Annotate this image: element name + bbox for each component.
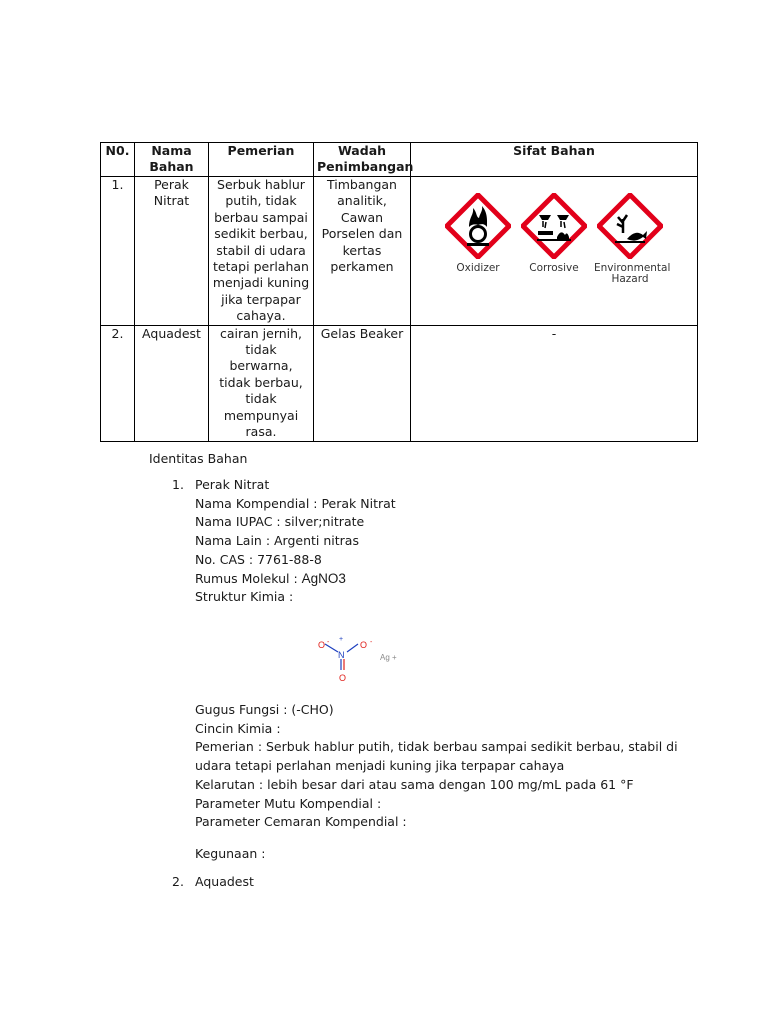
header-wadah-penimbangan: Wadah Penimbangan (314, 143, 411, 177)
nama-lain: Nama Lain : Argenti nitras (195, 533, 359, 548)
ghs-label: Environmental Hazard (594, 262, 671, 285)
parameter-mutu: Parameter Mutu Kompendial : (195, 796, 382, 811)
oxygen-atom: O (360, 640, 368, 650)
ghs-environmental-hazard (594, 193, 671, 285)
nitrogen-atom: N (338, 650, 345, 660)
rumus-molekul (195, 570, 346, 589)
cell-pemerian: Serbuk hablur putih, tidak berbau sampai sedikit berbau, stabil di udara tetapi perlahan menjadi kuning jika terpapar cahaya. (209, 177, 314, 326)
table-row (101, 177, 698, 326)
kegunaan: Kegunaan : (195, 846, 266, 861)
ghs-oxidizer-icon (445, 193, 511, 259)
item-title: Perak Nitrat (195, 477, 270, 492)
header-no: N0. (101, 143, 135, 177)
section-heading: Identitas Bahan (149, 451, 248, 466)
parameter-cemaran: Parameter Cemaran Kompendial : (195, 814, 407, 829)
cell-no: 2. (101, 325, 135, 441)
cell-sifat-bahan: - (411, 325, 698, 441)
ghs-pictograms (414, 193, 694, 285)
cell-sifat-bahan (411, 177, 698, 326)
cincin-kimia: Cincin Kimia : (195, 721, 281, 736)
charge-minus: - (327, 639, 330, 646)
cell-pemerian: cairan jernih, tidak berwarna, tidak berbau, tidak mempunyai rasa. (209, 325, 314, 441)
list-number: 1. (172, 477, 184, 492)
nama-iupac: Nama IUPAC : silver;nitrate (195, 514, 365, 529)
oxygen-atom: O (318, 640, 326, 650)
gugus-fungsi: Gugus Fungsi : (-CHO) (195, 702, 334, 717)
pemerian-line-1: Pemerian : Serbuk hablur putih, tidak berbau sampai sedikit berbau, stabil di (195, 739, 678, 754)
rumus-value: AgNO3 (301, 571, 346, 586)
ghs-label: Corrosive (529, 262, 579, 274)
table-row (101, 325, 698, 441)
ghs-environmental-hazard-icon (597, 193, 663, 259)
materials-table (100, 142, 698, 442)
cell-nama-bahan: Perak Nitrat (135, 177, 209, 326)
pemerian-line-2: udara tetapi perlahan menjadi kuning jika terpapar cahaya (195, 758, 565, 773)
struktur-kimia-label: Struktur Kimia : (195, 589, 294, 604)
kelarutan: Kelarutan : lebih besar dari atau sama dengan 100 mg/mL pada 61 °F (195, 777, 634, 792)
ghs-oxidizer (442, 193, 514, 285)
chemical-structure (310, 632, 410, 688)
silver-ion: Ag + (380, 653, 397, 662)
charge-minus: - (370, 639, 373, 646)
charge-plus: + (339, 636, 344, 643)
rumus-label: Rumus Molekul : (195, 571, 302, 586)
cas-number: No. CAS : 7761-88-8 (195, 552, 322, 567)
ghs-corrosive (518, 193, 590, 285)
cell-nama-bahan: Aquadest (135, 325, 209, 441)
item-title: Aquadest (195, 874, 254, 889)
cell-wadah: Timbangan analitik, Cawan Porselen dan kertas perkamen (314, 177, 411, 326)
cell-wadah: Gelas Beaker (314, 325, 411, 441)
header-nama-bahan: Nama Bahan (135, 143, 209, 177)
list-number: 2. (172, 874, 184, 889)
nama-kompendial: Nama Kompendial : Perak Nitrat (195, 496, 396, 511)
header-pemerian: Pemerian (209, 143, 314, 177)
table-header-row (101, 143, 698, 177)
ghs-corrosive-icon (521, 193, 587, 259)
ghs-label: Oxidizer (456, 262, 500, 274)
oxygen-atom: O (339, 673, 347, 683)
cell-no: 1. (101, 177, 135, 326)
header-sifat-bahan: Sifat Bahan (411, 143, 698, 177)
